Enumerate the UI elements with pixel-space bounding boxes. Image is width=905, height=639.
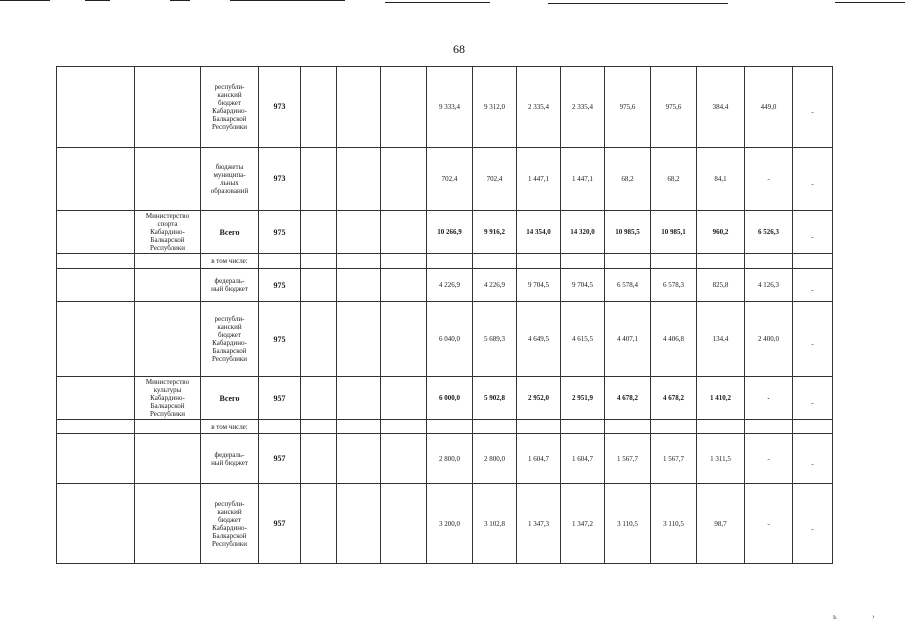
organization-cell — [135, 434, 201, 484]
value-cell: - — [745, 484, 793, 564]
dash-value: - — [811, 459, 814, 468]
dash-value: - — [811, 340, 814, 349]
scan-line — [0, 0, 50, 1]
scan-line — [230, 0, 345, 1]
dash-cell — [793, 254, 833, 269]
scan-line — [385, 2, 490, 3]
empty-cell — [337, 269, 381, 302]
value-cell: 5 902,8 — [473, 377, 517, 420]
table-row — [57, 211, 833, 254]
value-cell: 9 704,5 — [561, 269, 605, 302]
dash-cell — [793, 67, 833, 148]
budget-code-cell: 973 — [259, 148, 301, 211]
empty-cell — [337, 67, 381, 148]
empty-cell — [381, 269, 427, 302]
value-cell: 975,6 — [651, 67, 697, 148]
value-cell: 9 333,4 — [427, 67, 473, 148]
dash-value: - — [811, 233, 814, 242]
value-cell — [561, 420, 605, 434]
table-row — [57, 67, 833, 148]
value-cell: 6 578,4 — [605, 269, 651, 302]
budget-code-cell: 975 — [259, 302, 301, 377]
value-cell: 6 526,3 — [745, 211, 793, 254]
table-row — [57, 377, 833, 420]
value-cell: 4 678,2 — [651, 377, 697, 420]
budget-code-cell: 957 — [259, 484, 301, 564]
funding-source-cell: в том числе: — [201, 254, 259, 269]
funding-source-cell: федераль- ный бюджет — [201, 434, 259, 484]
value-cell — [517, 254, 561, 269]
funding-source-cell: Всего — [201, 377, 259, 420]
budget-code-cell — [259, 420, 301, 434]
empty-cell — [381, 211, 427, 254]
empty-cell — [381, 67, 427, 148]
value-cell: - — [745, 148, 793, 211]
organization-cell — [135, 67, 201, 148]
page-number: 68 — [453, 42, 465, 56]
dash-cell — [793, 211, 833, 254]
organization-cell — [135, 148, 201, 211]
scan-line — [835, 2, 905, 3]
value-cell: 2 800,0 — [427, 434, 473, 484]
value-cell — [561, 254, 605, 269]
row-empty-cell — [57, 211, 135, 254]
row-empty-cell — [57, 254, 135, 269]
budget-code-cell: 975 — [259, 269, 301, 302]
value-cell: 134,4 — [697, 302, 745, 377]
empty-cell — [301, 269, 337, 302]
empty-cell — [301, 377, 337, 420]
value-cell: 1 347,3 — [517, 484, 561, 564]
table-row — [57, 302, 833, 377]
value-cell: 6 040,0 — [427, 302, 473, 377]
value-cell: 4 226,9 — [427, 269, 473, 302]
empty-cell — [301, 434, 337, 484]
value-cell — [697, 254, 745, 269]
value-cell: 2 335,4 — [561, 67, 605, 148]
value-cell: 5 689,3 — [473, 302, 517, 377]
value-cell: 10 985,1 — [651, 211, 697, 254]
value-cell: 3 200,0 — [427, 484, 473, 564]
value-cell: 84,1 — [697, 148, 745, 211]
value-cell: 1 567,7 — [651, 434, 697, 484]
table-row — [57, 420, 833, 434]
row-empty-cell — [57, 484, 135, 564]
value-cell: 6 578,3 — [651, 269, 697, 302]
funding-source-cell: республи- канский бюджет Кабардино- Балкарской Республики — [201, 302, 259, 377]
row-empty-cell — [57, 67, 135, 148]
budget-code-cell: 957 — [259, 377, 301, 420]
value-cell: 4 615,5 — [561, 302, 605, 377]
value-cell: 4 406,8 — [651, 302, 697, 377]
value-cell: - — [745, 434, 793, 484]
organization-cell — [135, 420, 201, 434]
dash-cell — [793, 269, 833, 302]
value-cell: 9 704,5 — [517, 269, 561, 302]
table-row — [57, 254, 833, 269]
dash-value: - — [811, 286, 814, 295]
empty-cell — [301, 302, 337, 377]
value-cell: 384,4 — [697, 67, 745, 148]
value-cell: 1 410,2 — [697, 377, 745, 420]
row-empty-cell — [57, 420, 135, 434]
empty-cell — [337, 484, 381, 564]
value-cell: 3 102,8 — [473, 484, 517, 564]
value-cell: 3 110,5 — [651, 484, 697, 564]
funding-source-cell: федераль- ный бюджет — [201, 269, 259, 302]
value-cell: 10 985,5 — [605, 211, 651, 254]
value-cell: 4 126,3 — [745, 269, 793, 302]
funding-source-cell: республи- канский бюджет Кабардино- Балкарской Республики — [201, 484, 259, 564]
table-row — [57, 484, 833, 564]
value-cell — [745, 254, 793, 269]
organization-cell — [135, 269, 201, 302]
value-cell: 14 320,0 — [561, 211, 605, 254]
value-cell: - — [745, 377, 793, 420]
empty-cell — [301, 420, 337, 434]
value-cell: 14 354,0 — [517, 211, 561, 254]
scan-line — [170, 0, 190, 1]
funding-source-cell: бюджеты муниципа- льных образований — [201, 148, 259, 211]
organization-cell — [135, 484, 201, 564]
value-cell — [745, 420, 793, 434]
table-row — [57, 148, 833, 211]
empty-cell — [337, 434, 381, 484]
organization-cell: Министерство спорта Кабардино- Балкарской Республики — [135, 211, 201, 254]
empty-cell — [301, 211, 337, 254]
value-cell — [517, 420, 561, 434]
empty-cell — [301, 484, 337, 564]
empty-cell — [337, 148, 381, 211]
dash-cell — [793, 148, 833, 211]
value-cell — [697, 420, 745, 434]
dash-cell — [793, 484, 833, 564]
value-cell: 449,0 — [745, 67, 793, 148]
row-empty-cell — [57, 302, 135, 377]
value-cell: 98,7 — [697, 484, 745, 564]
value-cell — [651, 420, 697, 434]
value-cell — [473, 420, 517, 434]
empty-cell — [301, 254, 337, 269]
empty-cell — [381, 302, 427, 377]
value-cell: 2 800,0 — [473, 434, 517, 484]
table-row — [57, 269, 833, 302]
empty-cell — [381, 148, 427, 211]
value-cell: 1 347,2 — [561, 484, 605, 564]
value-cell: 702,4 — [473, 148, 517, 211]
value-cell: 4 226,9 — [473, 269, 517, 302]
table-row — [57, 434, 833, 484]
empty-cell — [381, 377, 427, 420]
empty-cell — [301, 148, 337, 211]
value-cell — [605, 254, 651, 269]
value-cell: 975,6 — [605, 67, 651, 148]
value-cell: 1 447,1 — [517, 148, 561, 211]
organization-cell: Министерство культуры Кабардино- Балкарской Республики — [135, 377, 201, 420]
empty-cell — [337, 254, 381, 269]
value-cell — [427, 254, 473, 269]
value-cell: 6 000,0 — [427, 377, 473, 420]
budget-code-cell: 975 — [259, 211, 301, 254]
value-cell: 68,2 — [651, 148, 697, 211]
dash-value: - — [811, 179, 814, 188]
dash-value: - — [811, 524, 814, 533]
dash-cell — [793, 434, 833, 484]
value-cell: 4 407,1 — [605, 302, 651, 377]
scan-line — [85, 0, 110, 1]
value-cell: 10 266,9 — [427, 211, 473, 254]
empty-cell — [337, 420, 381, 434]
organization-cell — [135, 254, 201, 269]
empty-cell — [381, 254, 427, 269]
value-cell: 1 567,7 — [605, 434, 651, 484]
value-cell: 2 400,0 — [745, 302, 793, 377]
funding-source-cell: республи- канский бюджет Кабардино- Балкарской Республики — [201, 67, 259, 148]
row-empty-cell — [57, 377, 135, 420]
row-empty-cell — [57, 148, 135, 211]
value-cell: 960,2 — [697, 211, 745, 254]
row-empty-cell — [57, 269, 135, 302]
value-cell: 2 952,0 — [517, 377, 561, 420]
stray-mark: › — [872, 612, 875, 621]
empty-cell — [381, 420, 427, 434]
empty-cell — [337, 211, 381, 254]
value-cell: 3 110,5 — [605, 484, 651, 564]
row-empty-cell — [57, 434, 135, 484]
value-cell — [651, 254, 697, 269]
value-cell: 4 678,2 — [605, 377, 651, 420]
budget-code-cell: 973 — [259, 67, 301, 148]
value-cell: 1 604,7 — [561, 434, 605, 484]
dash-value: - — [811, 107, 814, 116]
scan-line — [548, 3, 728, 4]
value-cell: 1 311,5 — [697, 434, 745, 484]
budget-code-cell: 957 — [259, 434, 301, 484]
value-cell: 825,8 — [697, 269, 745, 302]
empty-cell — [381, 434, 427, 484]
dash-cell — [793, 420, 833, 434]
dash-cell — [793, 302, 833, 377]
budget-table — [56, 66, 833, 564]
empty-cell — [301, 67, 337, 148]
value-cell — [473, 254, 517, 269]
value-cell — [427, 420, 473, 434]
value-cell — [605, 420, 651, 434]
funding-source-cell: Всего — [201, 211, 259, 254]
dash-value: - — [811, 399, 814, 408]
value-cell: 2 335,4 — [517, 67, 561, 148]
budget-code-cell — [259, 254, 301, 269]
funding-source-cell: в том числе: — [201, 420, 259, 434]
dash-cell — [793, 377, 833, 420]
table-body — [57, 67, 833, 564]
empty-cell — [337, 377, 381, 420]
value-cell: 9 312,0 — [473, 67, 517, 148]
organization-cell — [135, 302, 201, 377]
value-cell: 9 916,2 — [473, 211, 517, 254]
value-cell: 2 951,9 — [561, 377, 605, 420]
stray-mark: ь — [833, 612, 837, 621]
value-cell: 1 447,1 — [561, 148, 605, 211]
value-cell: 1 604,7 — [517, 434, 561, 484]
value-cell: 4 649,5 — [517, 302, 561, 377]
empty-cell — [337, 302, 381, 377]
value-cell: 68,2 — [605, 148, 651, 211]
value-cell: 702,4 — [427, 148, 473, 211]
empty-cell — [381, 484, 427, 564]
